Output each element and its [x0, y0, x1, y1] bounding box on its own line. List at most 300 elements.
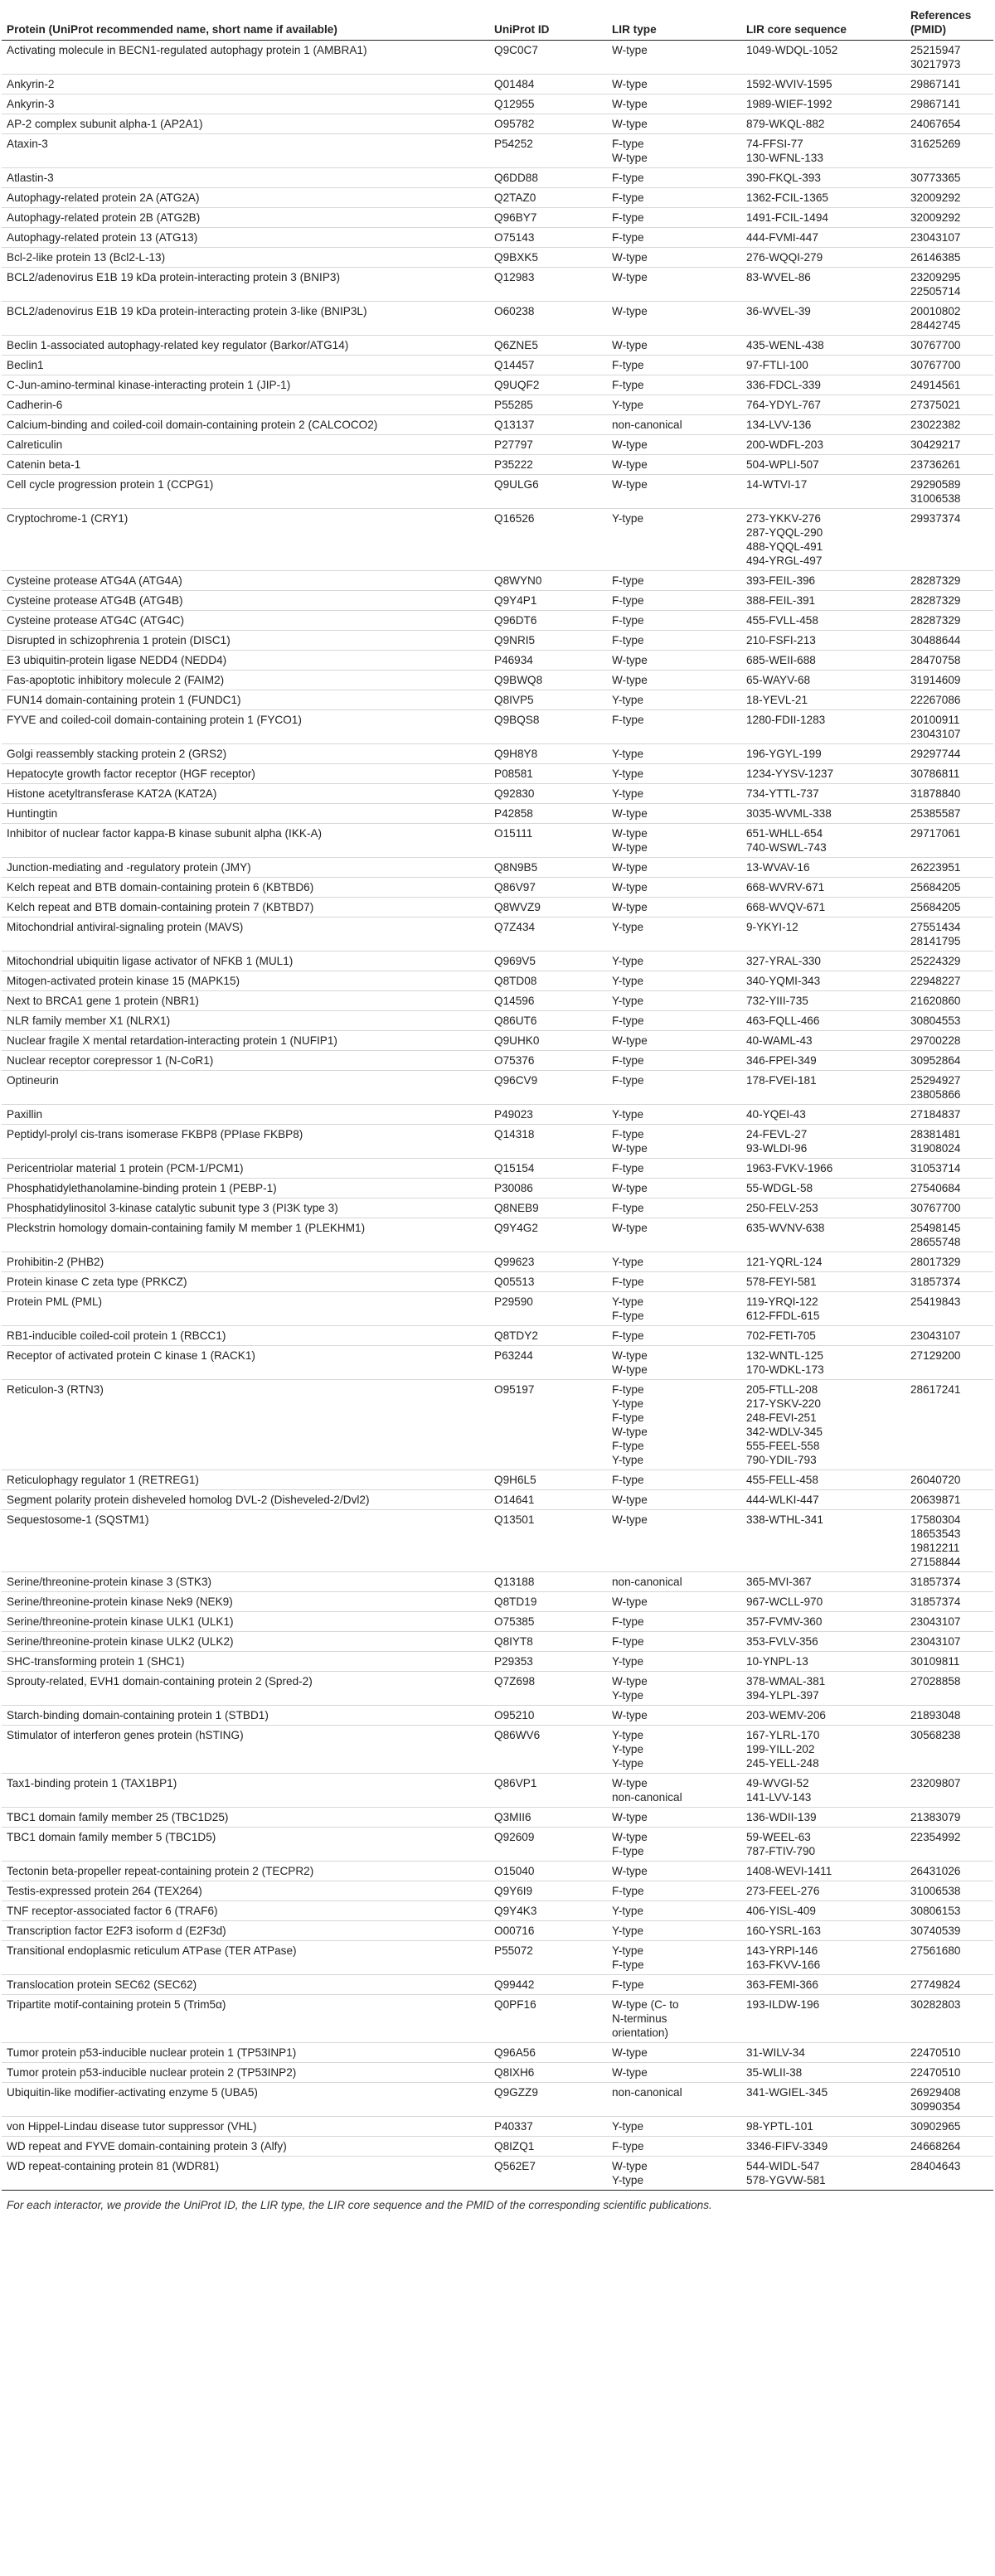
table-row	[2, 1252, 993, 1272]
uniprot-id-cell: P29590	[489, 1292, 607, 1326]
table-row	[2, 1159, 993, 1179]
references-cell	[905, 651, 993, 671]
protein-name-cell: Atlastin-3	[2, 168, 489, 188]
lir-sequence-cell	[741, 1995, 905, 2043]
lir-sequence-line: 342-WDLV-345	[746, 1426, 823, 1438]
lir-type-line: Y-type	[612, 1454, 644, 1466]
lir-type-line: W-type	[612, 1595, 648, 1608]
references-cell	[905, 1272, 993, 1292]
lir-type-line: F-type	[612, 1978, 644, 1991]
lir-sequence-cell	[741, 898, 905, 918]
pmid-line: 24668264	[910, 2140, 961, 2152]
lir-sequence-line: 83-WVEL-86	[746, 271, 811, 283]
lir-sequence-line: 378-WMAL-381	[746, 1675, 826, 1687]
uniprot-id-cell: Q96DT6	[489, 611, 607, 631]
lir-type-line: F-type	[612, 1074, 644, 1087]
lir-sequence-cell	[741, 2117, 905, 2137]
lir-sequence-line: 35-WLII-38	[746, 2066, 803, 2079]
lir-sequence-line: 36-WVEL-39	[746, 305, 811, 317]
lir-type-cell	[607, 710, 741, 744]
lir-type-cell	[607, 1198, 741, 1218]
lir-type-line: W-type	[612, 1363, 648, 1376]
uniprot-id-cell: Q16526	[489, 509, 607, 571]
lir-sequence-line: 668-WVRV-671	[746, 881, 825, 893]
uniprot-id-cell: O95197	[489, 1380, 607, 1470]
uniprot-id-cell: Q86WV6	[489, 1726, 607, 1774]
table-row	[2, 1011, 993, 1031]
lir-sequence-cell	[741, 2157, 905, 2191]
lir-type-line: F-type	[612, 1959, 644, 1971]
pmid-line: 28381481	[910, 1128, 961, 1140]
protein-name-cell: WD repeat and FYVE domain-containing protein 3 (Alfy)	[2, 2137, 489, 2157]
lir-sequence-line: 97-FTLI-100	[746, 359, 808, 371]
protein-name-cell: Serine/threonine-protein kinase 3 (STK3)	[2, 1572, 489, 1592]
pmid-line: 30109811	[910, 1655, 960, 1668]
lir-type-line: W-type	[612, 98, 648, 110]
protein-name-cell: SHC-transforming protein 1 (SHC1)	[2, 1652, 489, 1672]
uniprot-id-cell: Q2TAZ0	[489, 188, 607, 208]
lir-type-line: Y-type	[612, 1729, 644, 1741]
lir-sequence-cell	[741, 208, 905, 228]
protein-name-cell: Transcription factor E2F3 isoform d (E2F3d)	[2, 1921, 489, 1941]
lir-type-line: W-type	[612, 271, 648, 283]
lir-type-cell	[607, 631, 741, 651]
table-row	[2, 878, 993, 898]
uniprot-id-cell: Q8IVP5	[489, 690, 607, 710]
lir-type-line: W-type	[612, 1034, 648, 1047]
table-row	[2, 1218, 993, 1252]
pmid-line: 23043107	[910, 728, 961, 740]
lir-type-cell	[607, 690, 741, 710]
protein-name-cell: Disrupted in schizophrenia 1 protein (DISC1)	[2, 631, 489, 651]
lir-sequence-line: 879-WKQL-882	[746, 118, 825, 130]
lir-type-cell	[607, 1011, 741, 1031]
lir-type-line: W-type	[612, 881, 648, 893]
lir-sequence-cell	[741, 1490, 905, 1510]
references-cell	[905, 804, 993, 824]
lir-type-line: W-type	[612, 1349, 648, 1362]
protein-name-cell: Peptidyl-prolyl cis-trans isomerase FKBP8 (PPIase FKBP8)	[2, 1125, 489, 1159]
pmid-line: 27158844	[910, 1556, 961, 1568]
protein-name-cell: Stimulator of interferon genes protein (hSTING)	[2, 1726, 489, 1774]
lir-type-cell	[607, 1862, 741, 1881]
pmid-line: 29290589	[910, 478, 961, 491]
lir-sequence-line: 732-YIII-735	[746, 995, 808, 1007]
references-cell	[905, 1252, 993, 1272]
uniprot-id-cell: Q05513	[489, 1272, 607, 1292]
lir-sequence-cell	[741, 991, 905, 1011]
lir-type-line: Y-type	[612, 1655, 644, 1668]
lir-sequence-line: 388-FEIL-391	[746, 594, 816, 607]
lir-sequence-line: 340-YQMI-343	[746, 975, 821, 987]
pmid-line: 22267086	[910, 694, 961, 706]
lir-sequence-line: 193-ILDW-196	[746, 1998, 820, 2011]
lir-type-line: W-type	[612, 861, 648, 874]
lir-sequence-line: 24-FEVL-27	[746, 1128, 808, 1140]
pmid-line: 30804553	[910, 1014, 961, 1027]
pmid-line: 23209295	[910, 271, 961, 283]
protein-name-cell: E3 ubiquitin-protein ligase NEDD4 (NEDD4)	[2, 651, 489, 671]
lir-sequence-line: 651-WHLL-654	[746, 827, 823, 840]
lir-type-cell	[607, 571, 741, 591]
lir-sequence-line: 346-FPEI-349	[746, 1054, 817, 1067]
lir-sequence-line: 544-WIDL-547	[746, 2160, 820, 2172]
references-cell	[905, 824, 993, 858]
pmid-line: 26146385	[910, 251, 961, 264]
lir-type-line: Y-type	[612, 921, 644, 933]
lir-type-line: W-type	[612, 305, 648, 317]
lir-sequence-cell	[741, 1292, 905, 1326]
lir-sequence-cell	[741, 1346, 905, 1380]
references-cell	[905, 228, 993, 248]
table-row	[2, 134, 993, 168]
table-row	[2, 690, 993, 710]
lir-type-line: Y-type	[612, 995, 644, 1007]
uniprot-id-cell: Q9Y6I9	[489, 1881, 607, 1901]
uniprot-id-cell: Q86V97	[489, 878, 607, 898]
pmid-line: 30773365	[910, 172, 961, 184]
references-cell	[905, 744, 993, 764]
pmid-line: 31914609	[910, 674, 961, 686]
references-cell	[905, 784, 993, 804]
uniprot-id-cell: Q7Z698	[489, 1672, 607, 1706]
references-cell	[905, 2083, 993, 2117]
table-row	[2, 1652, 993, 1672]
references-cell	[905, 395, 993, 415]
uniprot-id-cell: Q0PF16	[489, 1995, 607, 2043]
uniprot-id-cell: Q7Z434	[489, 918, 607, 951]
protein-name-cell: Hepatocyte growth factor receptor (HGF receptor)	[2, 764, 489, 784]
table-row	[2, 94, 993, 114]
lir-type-cell	[607, 475, 741, 509]
lir-type-cell	[607, 1941, 741, 1975]
pmid-line: 25224329	[910, 955, 961, 967]
lir-sequence-cell	[741, 1218, 905, 1252]
references-cell	[905, 991, 993, 1011]
references-cell	[905, 1071, 993, 1105]
lir-sequence-cell	[741, 41, 905, 75]
table-row	[2, 1975, 993, 1995]
references-cell	[905, 1346, 993, 1380]
lir-type-cell	[607, 858, 741, 878]
lir-sequence-line: 357-FVMV-360	[746, 1615, 823, 1628]
lir-sequence-line: 338-WTHL-341	[746, 1513, 823, 1526]
references-cell	[905, 1672, 993, 1706]
lir-type-cell	[607, 1510, 741, 1572]
table-row	[2, 1490, 993, 1510]
lir-type-line: W-type	[612, 901, 648, 913]
lir-type-cell	[607, 1490, 741, 1510]
protein-name-cell: FUN14 domain-containing protein 1 (FUNDC1)	[2, 690, 489, 710]
lir-sequence-line: 612-FFDL-615	[746, 1310, 820, 1322]
uniprot-id-cell: Q92609	[489, 1828, 607, 1862]
references-cell	[905, 2117, 993, 2137]
table-row	[2, 1179, 993, 1198]
header-lir-core-sequence: LIR core sequence	[741, 7, 905, 41]
references-cell	[905, 415, 993, 435]
lir-sequence-cell	[741, 302, 905, 336]
pmid-line: 30767700	[910, 1202, 961, 1214]
references-cell	[905, 1179, 993, 1198]
protein-name-cell: Kelch repeat and BTB domain-containing protein 6 (KBTBD6)	[2, 878, 489, 898]
lir-sequence-cell	[741, 744, 905, 764]
references-cell	[905, 1218, 993, 1252]
lir-sequence-cell	[741, 2063, 905, 2083]
table-row	[2, 1881, 993, 1901]
table-row	[2, 2083, 993, 2117]
lir-sequence-cell	[741, 1808, 905, 1828]
lir-type-cell	[607, 114, 741, 134]
lir-type-line: F-type	[612, 231, 644, 244]
lir-type-line: non-canonical	[612, 419, 682, 431]
lir-sequence-cell	[741, 435, 905, 455]
lir-sequence-line: 393-FEIL-396	[746, 574, 816, 587]
lir-sequence-cell	[741, 1632, 905, 1652]
lir-sequence-line: 248-FEVI-251	[746, 1411, 817, 1424]
lir-sequence-cell	[741, 2043, 905, 2063]
pmid-line: 24067654	[910, 118, 961, 130]
references-cell	[905, 1380, 993, 1470]
lir-sequence-cell	[741, 2137, 905, 2157]
table-row	[2, 1272, 993, 1292]
lir-sequence-cell	[741, 1774, 905, 1808]
lir-sequence-line: 178-FVEI-181	[746, 1074, 817, 1087]
lir-type-line: W-type	[612, 1222, 648, 1234]
lir-sequence-cell	[741, 858, 905, 878]
lir-type-line: F-type	[612, 211, 644, 224]
lir-type-line: F-type	[612, 1014, 644, 1027]
lir-type-line: Y-type	[612, 694, 644, 706]
pmid-line: 30767700	[910, 359, 961, 371]
lir-type-line: W-type (C- to	[612, 1998, 679, 2011]
pmid-line: 30767700	[910, 339, 961, 351]
protein-name-cell: Calcium-binding and coiled-coil domain-containing protein 2 (CALCOCO2)	[2, 415, 489, 435]
lir-type-line: W-type	[612, 1811, 648, 1823]
lir-sequence-cell	[741, 804, 905, 824]
header-row	[2, 7, 993, 41]
lir-type-line: F-type	[612, 1845, 644, 1857]
lir-type-cell	[607, 651, 741, 671]
lir-type-line: F-type	[612, 634, 644, 646]
lir-type-cell	[607, 208, 741, 228]
table-row	[2, 168, 993, 188]
table-body	[2, 41, 993, 2191]
lir-type-cell	[607, 375, 741, 395]
lir-type-cell	[607, 804, 741, 824]
lir-type-line: W-type	[612, 654, 648, 666]
lir-sequence-cell	[741, 1862, 905, 1881]
lir-type-line: W-type	[612, 458, 648, 471]
uniprot-id-cell: Q96A56	[489, 2043, 607, 2063]
table-row	[2, 228, 993, 248]
protein-name-cell: Pericentriolar material 1 protein (PCM-1/PCM1)	[2, 1159, 489, 1179]
pmid-line: 26431026	[910, 1865, 961, 1877]
protein-name-cell: Optineurin	[2, 1071, 489, 1105]
lir-sequence-cell	[741, 336, 905, 356]
lir-sequence-cell	[741, 1159, 905, 1179]
lir-sequence-cell	[741, 611, 905, 631]
references-cell	[905, 1612, 993, 1632]
lir-sequence-line: 200-WDFL-203	[746, 438, 823, 451]
lir-type-cell	[607, 1105, 741, 1125]
pmid-line: 22470510	[910, 2066, 961, 2079]
lir-sequence-cell	[741, 1198, 905, 1218]
table-row	[2, 918, 993, 951]
pmid-line: 32009292	[910, 211, 961, 224]
references-cell	[905, 356, 993, 375]
protein-name-cell: AP-2 complex subunit alpha-1 (AP2A1)	[2, 114, 489, 134]
table-row	[2, 1632, 993, 1652]
references-cell	[905, 1726, 993, 1774]
protein-name-cell: Cysteine protease ATG4C (ATG4C)	[2, 611, 489, 631]
references-cell	[905, 1572, 993, 1592]
lir-type-line: Y-type	[612, 1256, 644, 1268]
protein-name-cell: Cysteine protease ATG4A (ATG4A)	[2, 571, 489, 591]
uniprot-id-cell: Q9BXK5	[489, 248, 607, 268]
uniprot-id-cell: P55072	[489, 1941, 607, 1975]
lir-sequence-line: 1491-FCIL-1494	[746, 211, 828, 224]
lir-type-line: Y-type	[612, 1295, 644, 1308]
lir-sequence-cell	[741, 1975, 905, 1995]
lir-type-cell	[607, 784, 741, 804]
uniprot-id-cell: Q8IZQ1	[489, 2137, 607, 2157]
lir-type-cell	[607, 1326, 741, 1346]
table-row	[2, 302, 993, 336]
lir-sequence-line: 130-WFNL-133	[746, 152, 823, 164]
lir-type-line: orientation)	[612, 2026, 669, 2039]
protein-name-cell: Autophagy-related protein 2B (ATG2B)	[2, 208, 489, 228]
lir-sequence-line: 444-FVMI-447	[746, 231, 818, 244]
lir-sequence-line: 65-WAYV-68	[746, 674, 811, 686]
uniprot-id-cell: Q92830	[489, 784, 607, 804]
pmid-line: 23043107	[910, 1615, 961, 1628]
lir-sequence-line: 160-YSRL-163	[746, 1925, 821, 1937]
references-cell	[905, 268, 993, 302]
lir-sequence-cell	[741, 1828, 905, 1862]
table-row	[2, 268, 993, 302]
lir-sequence-cell	[741, 1071, 905, 1105]
table-row	[2, 710, 993, 744]
lir-type-cell	[607, 1921, 741, 1941]
uniprot-id-cell: Q562E7	[489, 2157, 607, 2191]
pmid-line: 25684205	[910, 881, 961, 893]
pmid-line: 23736261	[910, 458, 961, 471]
protein-name-cell: Sequestosome-1 (SQSTM1)	[2, 1510, 489, 1572]
table-row	[2, 764, 993, 784]
references-cell	[905, 248, 993, 268]
lir-type-cell	[607, 356, 741, 375]
table-row	[2, 1105, 993, 1125]
table-row	[2, 509, 993, 571]
uniprot-id-cell: Q99442	[489, 1975, 607, 1995]
lir-type-cell	[607, 134, 741, 168]
uniprot-id-cell: Q8N9B5	[489, 858, 607, 878]
table-row	[2, 1071, 993, 1105]
lir-sequence-cell	[741, 918, 905, 951]
lir-sequence-line: 734-YTTL-737	[746, 787, 819, 800]
protein-name-cell: Transitional endoplasmic reticulum ATPase (TER ATPase)	[2, 1941, 489, 1975]
lir-type-cell	[607, 1051, 741, 1071]
lir-type-line: W-type	[612, 44, 648, 56]
lir-sequence-cell	[741, 951, 905, 971]
lir-type-line: F-type	[612, 1440, 644, 1452]
lir-type-line: Y-type	[612, 787, 644, 800]
lir-sequence-cell	[741, 591, 905, 611]
table-row	[2, 1592, 993, 1612]
references-cell	[905, 188, 993, 208]
lir-type-line: F-type	[612, 1276, 644, 1288]
references-cell	[905, 2043, 993, 2063]
protein-name-cell: Tripartite motif-containing protein 5 (Trim5α)	[2, 1995, 489, 2043]
pmid-line: 26223951	[910, 861, 961, 874]
references-cell	[905, 631, 993, 651]
pmid-line: 22948227	[910, 975, 961, 987]
protein-name-cell: NLR family member X1 (NLRX1)	[2, 1011, 489, 1031]
lir-type-line: W-type	[612, 1182, 648, 1194]
table-row	[2, 1510, 993, 1572]
lir-type-line: F-type	[612, 1128, 644, 1140]
table-row	[2, 744, 993, 764]
lir-sequence-line: 196-YGYL-199	[746, 748, 822, 760]
lir-sequence-line: 365-MVI-367	[746, 1576, 812, 1588]
uniprot-id-cell: Q9ULG6	[489, 475, 607, 509]
references-cell	[905, 878, 993, 898]
lir-sequence-line: 98-YPTL-101	[746, 2120, 813, 2133]
lir-type-cell	[607, 336, 741, 356]
pmid-line: 30217973	[910, 58, 961, 70]
references-cell	[905, 571, 993, 591]
table-row	[2, 2063, 993, 2083]
table-row	[2, 1774, 993, 1808]
uniprot-id-cell: Q8TD08	[489, 971, 607, 991]
table-row	[2, 1198, 993, 1218]
lir-type-line: W-type	[612, 827, 648, 840]
lir-type-cell	[607, 671, 741, 690]
uniprot-id-cell: P40337	[489, 2117, 607, 2137]
references-cell	[905, 2137, 993, 2157]
pmid-line: 18653543	[910, 1528, 961, 1540]
lir-type-cell	[607, 1995, 741, 2043]
protein-name-cell: BCL2/adenovirus E1B 19 kDa protein-interacting protein 3-like (BNIP3L)	[2, 302, 489, 336]
lir-sequence-line: 119-YRQI-122	[746, 1295, 818, 1308]
lir-type-line: W-type	[612, 438, 648, 451]
lir-type-line: F-type	[612, 1054, 644, 1067]
uniprot-id-cell: Q9GZZ9	[489, 2083, 607, 2117]
references-cell	[905, 302, 993, 336]
references-cell	[905, 134, 993, 168]
protein-name-cell: Mitochondrial ubiquitin ligase activator of NFKB 1 (MUL1)	[2, 951, 489, 971]
protein-name-cell: Paxillin	[2, 1105, 489, 1125]
table-row	[2, 1995, 993, 2043]
lir-type-cell	[607, 971, 741, 991]
uniprot-id-cell: P35222	[489, 455, 607, 475]
pmid-line: 31625269	[910, 138, 961, 150]
lir-sequence-line: 210-FSFI-213	[746, 634, 816, 646]
pmid-line: 29937374	[910, 512, 961, 525]
uniprot-id-cell: Q14457	[489, 356, 607, 375]
protein-name-cell: Histone acetyltransferase KAT2A (KAT2A)	[2, 784, 489, 804]
table-row	[2, 804, 993, 824]
pmid-line: 28617241	[910, 1383, 961, 1396]
lir-sequence-line: 740-WSWL-743	[746, 841, 827, 854]
protein-name-cell: Tax1-binding protein 1 (TAX1BP1)	[2, 1774, 489, 1808]
lir-sequence-cell	[741, 1272, 905, 1292]
lir-type-line: W-type	[612, 841, 648, 854]
protein-name-cell: Tumor protein p53-inducible nuclear protein 2 (TP53INP2)	[2, 2063, 489, 2083]
lir-sequence-line: 40-WAML-43	[746, 1034, 813, 1047]
lir-type-line: F-type	[612, 614, 644, 627]
pmid-line: 28404643	[910, 2160, 961, 2172]
